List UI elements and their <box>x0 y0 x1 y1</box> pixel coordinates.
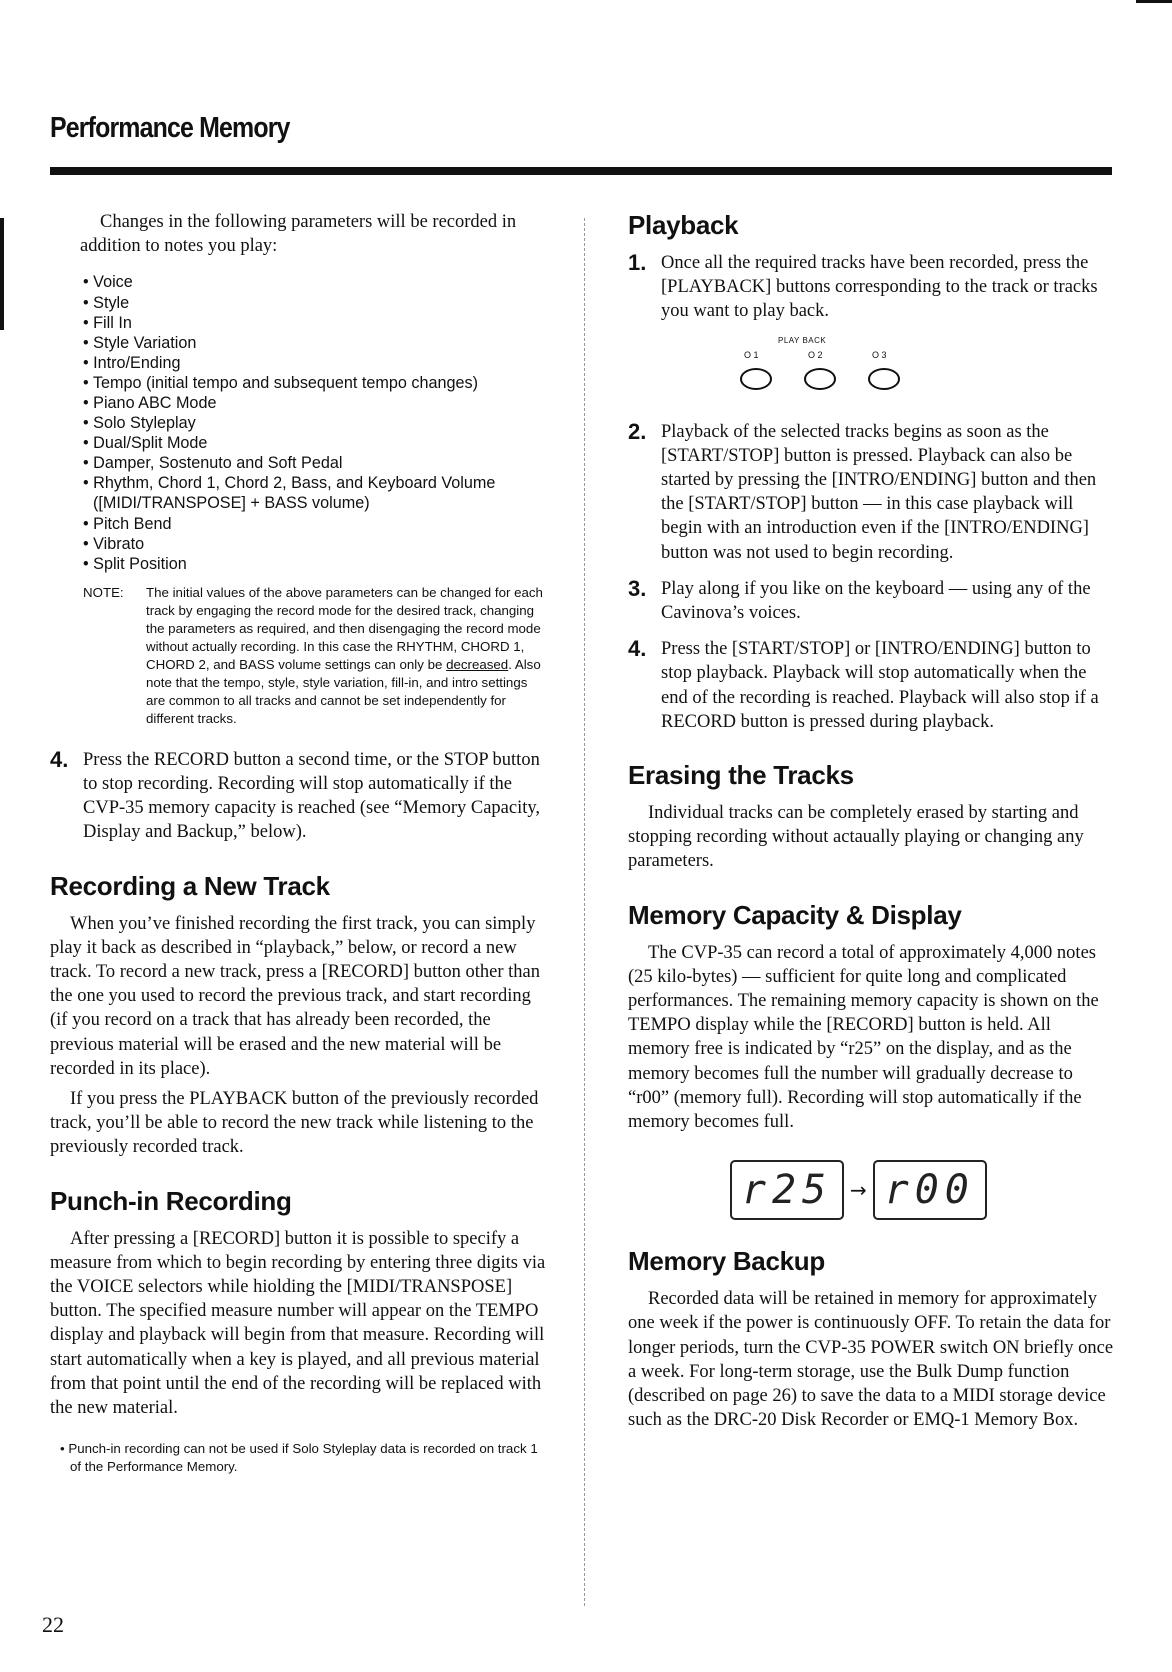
note-underlined-word: decreased <box>446 656 509 672</box>
paragraph: The CVP-35 can record a total of approximately 4,000 notes (25 kilo-bytes) — sufficient for quite long and complicated performances. The remaining memory capacity is shown on the TEMPO display while the [RECORD] button is held. All memory free is indicated by “r25” on the display, and as the memory becomes full the number will gradually decrease to “r00” (memory full). Recording will stop automatically if the memory becomes full. <box>628 942 1099 1133</box>
led-indicator-3: O 3 <box>872 349 887 360</box>
left-column <box>50 210 546 1476</box>
led-indicator-1: O 1 <box>744 349 759 360</box>
list-item: • Solo Styleplay <box>83 414 196 433</box>
page-number: 22 <box>42 1612 64 1637</box>
title-rule <box>50 167 1112 175</box>
page-title: Performance Memory <box>50 112 290 144</box>
list-item: • Voice <box>83 273 133 292</box>
heading-playback: Playback <box>628 210 739 240</box>
note-text-part: The initial values of the above parameters can be changed for each track by engaging the record mode for the desired track, changing the parameters as required, and then disengaging the record mode without actually recording. In this case the RHYTHM, CHORD 1, CHORD 2, and BASS volume settings can only be <box>146 584 543 672</box>
list-item: • Fill In <box>83 313 132 332</box>
heading-memory-backup: Memory Backup <box>628 1246 825 1277</box>
list-item: • Tempo (initial tempo and subsequent tempo changes) <box>83 373 479 392</box>
paragraph: When you’ve finished recording the first track, you can simply play it back as described in “playback,” below, or record a new track. To record a new track, press a [RECORD] button other than the one you used to record the previous track, and start recording (if you record on a track that has already been recorded, the previous material will be erased and the new material will be recorded in its place). <box>50 913 541 1079</box>
corner-scan-mark <box>1136 0 1172 3</box>
paragraph: After pressing a [RECORD] button it is possible to specify a measure from which to begin recording by entering three digits via the VOICE selectors while hiolding the [MIDI/TRANSPOSE] button. The specified measure number will appear on the TEMPO display and playback will begin from that measure. Recording will start automatically when a key is played, and all previous material from that point until the end of the recording will be replaced with the new material. <box>50 1228 546 1419</box>
right-column <box>628 210 1114 1439</box>
playback-button-3 <box>868 368 900 390</box>
lcd-display-empty: r00 <box>873 1160 987 1220</box>
step-number: 4. <box>628 636 647 662</box>
punch-in-footnote: • Punch-in recording can not be used if Solo Styleplay data is recorded on track 1 of the Performance Memory. <box>60 1441 538 1475</box>
playback-step-2 <box>628 420 1114 565</box>
led-indicator-2: O 2 <box>808 349 823 360</box>
record-step-4 <box>50 748 546 845</box>
step-number: 1. <box>628 250 647 275</box>
list-item: • Vibrato <box>83 534 145 553</box>
step-text: Press the [START/STOP] or [INTRO/ENDING] button to stop playback. Playback will stop automatically when the end of the recording is reached. Playback will also stop if a RECORD button is pressed during playback. <box>661 639 1099 732</box>
playback-step-4 <box>628 637 1114 734</box>
step-number: 2. <box>628 418 647 444</box>
list-item: • Pitch Bend <box>83 514 172 533</box>
playback-step-1 <box>628 251 1114 324</box>
arrow-right-icon: → <box>850 1178 867 1203</box>
note-block <box>83 584 546 728</box>
note-text-part: . Also note that the tempo, style, style variation, fill-in, and intro settings are common to all tracks and cannot be set independently for different tracks. <box>146 656 541 726</box>
step-text: Once all the required tracks have been recorded, press the [PLAYBACK] buttons corresponding to the track or tracks you want to play back. <box>661 253 1098 322</box>
lcd-display-full: r25 <box>730 1160 844 1220</box>
playback-button-2 <box>804 368 836 390</box>
heading-erasing-tracks: Erasing the Tracks <box>628 760 854 791</box>
intro-paragraph: Changes in the following parameters will be recorded in addition to notes you play: <box>80 212 517 257</box>
paragraph: Individual tracks can be completely erased by starting and stopping recording without actaually playing or changing any parameters. <box>628 803 1084 872</box>
list-item: • Intro/Ending <box>83 353 181 372</box>
list-item: • Piano ABC Mode <box>83 393 217 412</box>
parameter-list <box>83 272 546 573</box>
tempo-display-figure <box>730 1160 1114 1220</box>
step-number: 4. <box>50 746 69 772</box>
heading-recording-new-track: Recording a New Track <box>50 870 330 901</box>
margin-change-bar <box>0 218 4 330</box>
note-text <box>146 584 546 728</box>
list-item: • Damper, Sostenuto and Soft Pedal <box>83 454 343 473</box>
step-text: Playback of the selected tracks begins as soon as the [START/STOP] button is pressed. Playback can also be started by pressing the [INTRO/ENDING] button and then the [START/STOP] button — in this case playback will begin with an introduction even if the [INTRO/ENDING] button was not used to begin recording. <box>661 421 1097 563</box>
step-number: 3. <box>628 575 647 601</box>
step-text: Press the RECORD button a second time, or the STOP button to stop recording. Recording will stop automatically if the CVP-35 memory capacity is reached (see “Memory Capacity, Display and Backup,” below). <box>83 749 541 843</box>
step-text: Play along if you like on the keyboard — using any of the Cavinova’s voices. <box>661 578 1091 624</box>
note-label: NOTE: <box>83 584 124 600</box>
list-item: • Split Position <box>83 554 187 573</box>
playback-label: PLAY BACK <box>778 335 827 345</box>
playback-button-1 <box>740 368 772 390</box>
paragraph: If you press the PLAYBACK button of the previously recorded track, you’ll be able to record the new track while listening to the previously recorded track. <box>50 1089 539 1158</box>
paragraph: Recorded data will be retained in memory for approximately one week if the power is continuously OFF. To retain the data for longer periods, turn the CVP-35 POWER switch ON briefly once a week. For long-term storage, use the Bulk Dump function (described on page 26) to save the data to a MIDI storage device such as the DRC-20 Disk Recorder or EMQ-1 Memory Box. <box>628 1289 1114 1431</box>
column-divider <box>584 218 586 1606</box>
heading-memory-capacity: Memory Capacity & Display <box>628 899 962 930</box>
list-item: • Style Variation <box>83 333 197 352</box>
playback-buttons-figure <box>628 336 1114 406</box>
heading-punch-in-recording: Punch-in Recording <box>50 1185 292 1216</box>
list-item: • Style <box>83 293 130 312</box>
list-item: • Dual/Split Mode <box>83 434 208 453</box>
playback-step-3 <box>628 577 1114 625</box>
list-item: • Rhythm, Chord 1, Chord 2, Bass, and Keyboard Volume ([MIDI/TRANSPOSE] + BASS volume) <box>83 474 496 513</box>
